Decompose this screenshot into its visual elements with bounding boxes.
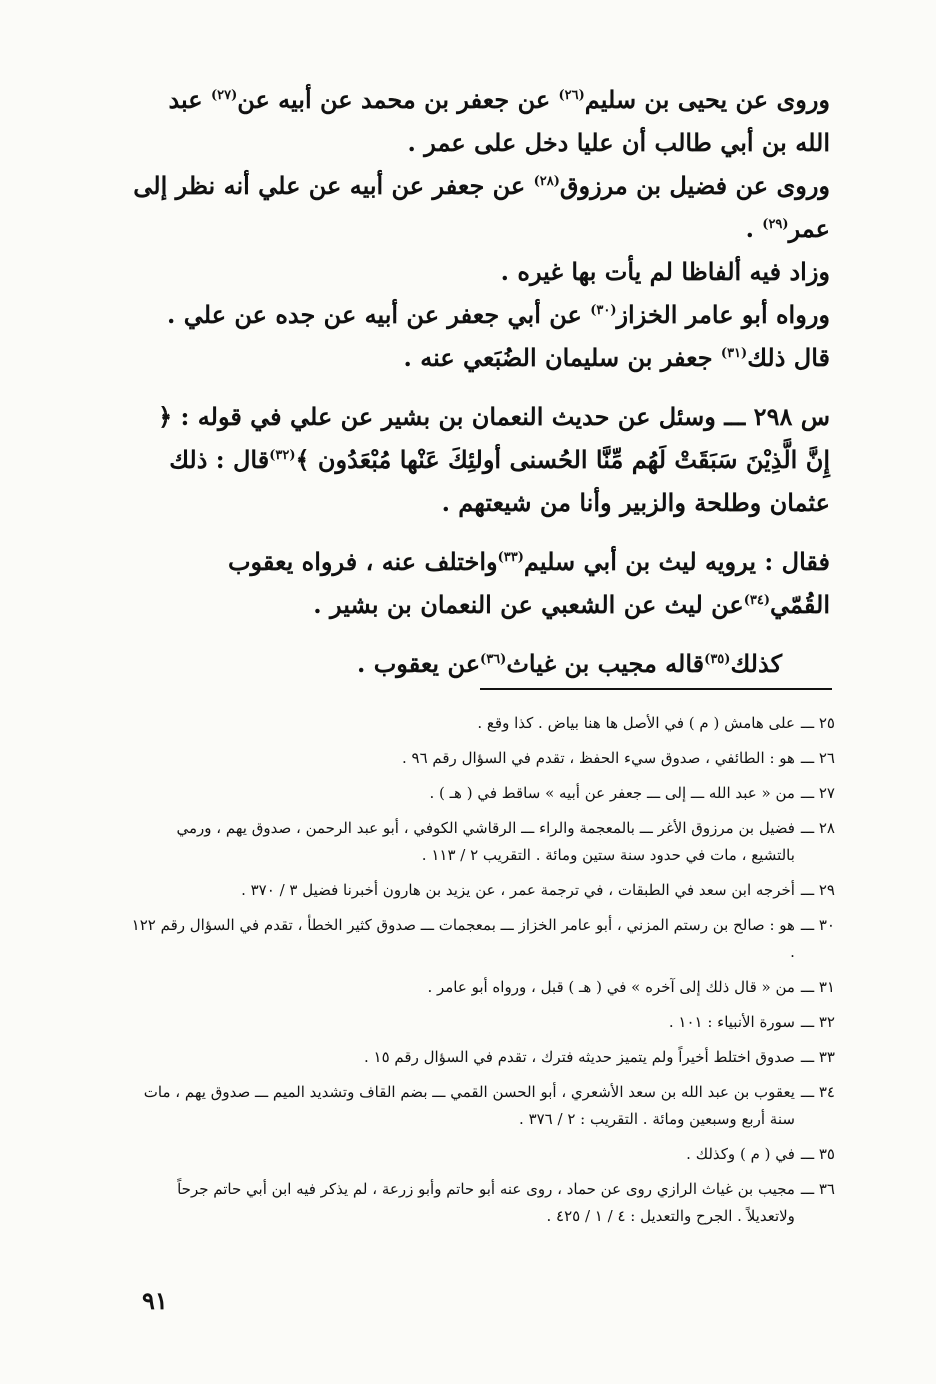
footnote-number: ٢٧ ـــ [800, 784, 835, 802]
text-span: كذلك [730, 649, 782, 678]
text-span: فقال : يرويه ليث بن أبي سليم [523, 547, 830, 576]
footnote-number: ٣١ ـــ [800, 978, 835, 996]
main-text [130, 78, 830, 685]
footnote-text: من « عبد الله ـــ إلى ـــ جعفر عن أبيه » ساقط في ( هـ ) . [429, 784, 795, 802]
footnote-text: أخرجه ابن سعد في الطبقات ، في ترجمة عمر ، عن يزيد بن هارون أخبرنا فضيل ٣ / ٣٧٠ . [241, 881, 795, 899]
footnote-32 [130, 1009, 835, 1036]
footnotes [130, 710, 835, 1238]
footnote-33 [130, 1044, 835, 1071]
text-span: عن جعفر عن أبيه عن علي أنه نظر إلى عمر [133, 171, 830, 243]
footnote-ref-27[interactable]: (٢٧) [210, 88, 238, 103]
text-span: ـــ وسئل عن حديث النعمان بن بشير عن علي في قوله : ﴿ إِنَّ الَّذِيْنَ سَبَقَتْ لَهُم مِّنَّا الحُسنى أولئِكَ عَنْها مُبْعَدُون ﴾ [158, 402, 830, 474]
text-span: وروى عن فضيل بن مرزوق [559, 171, 830, 200]
footnote-28 [130, 815, 835, 869]
footnote-number: ٣٣ ـــ [800, 1048, 835, 1066]
text-span: واختلف عنه ، فرواه يعقوب القُمّي [227, 547, 830, 619]
footnote-number: ٢٨ ـــ [800, 819, 835, 837]
footnote-number: ٢٥ ـــ [800, 714, 835, 732]
footnote-text: هو : الطائفي ، صدوق سيء الحفظ ، تقدم في السؤال رقم ٩٦ . [401, 749, 795, 767]
answer-paragraph [130, 540, 830, 626]
footnote-number: ٣٤ ـــ [800, 1083, 835, 1101]
closing-paragraph [130, 642, 830, 685]
footnote-text: يعقوب بن عبد الله بن سعد الأشعري ، أبو الحسن القمي ـــ بضم القاف وتشديد الميم ـــ صدوق يهم ، مات سنة أربع وسبعين ومائة . التقريب : ٢ / ٣٧٦ . [143, 1083, 795, 1128]
footnote-26 [130, 745, 835, 772]
text-span: عن جعفر بن محمد عن أبيه عن [237, 85, 559, 114]
footnote-text: في ( م ) وكذلك . [686, 1145, 795, 1163]
footnote-number: ٣٥ ـــ [800, 1145, 835, 1163]
footnote-ref-29[interactable]: (٢٩) [762, 217, 789, 232]
text-span: عن يعقوب . [356, 649, 481, 678]
footnote-text: فضيل بن مرزوق الأغر ـــ بالمعجمة والراء ـــ الرقاشي الكوفي ، أبو عبد الرحمن ، صدوق يهم ، ورمي بالتشيع ، مات في حدود سنة ستين ومائة . التقريب ٢ / ١١٣ . [176, 819, 795, 864]
text-span: ورواه أبو عامر الخزاز [616, 300, 830, 329]
footnote-ref-32[interactable]: (٣٢) [269, 448, 296, 463]
footnote-text: مجيب بن غياث الرازي روى عن حماد ، روى عنه أبو حاتم وأبو زرعة ، لم يذكر فيه ابن أبي حاتم جرحاً ولاتعديلاً . الجرح والتعديل : ٤ / ١ / ٤٢٥ . [177, 1180, 795, 1225]
footnote-ref-31[interactable]: (٣١) [720, 346, 748, 361]
page-number: ٩١ [142, 1286, 168, 1315]
text-span: قال : ذلك عثمان وطلحة والزبير وأنا من شيعتهم . [169, 445, 830, 517]
text-span: وروى عن يحيى بن سليم [584, 85, 830, 114]
footnote-ref-28[interactable]: (٢٨) [533, 174, 560, 189]
text-span: قاله مجيب بن غياث [506, 649, 705, 678]
paragraph-3 [130, 250, 830, 293]
footnote-25 [130, 710, 835, 737]
text-span: عن أبي جعفر عن أبيه عن جده عن علي . [167, 300, 591, 329]
text-span: عن ليث عن الشعبي عن النعمان بن بشير . [313, 590, 744, 619]
footnote-34 [130, 1079, 835, 1133]
question-label: س ٢٩٨ [753, 402, 830, 431]
footnote-27 [130, 780, 835, 807]
question-298 [130, 395, 830, 524]
footnote-29 [130, 877, 835, 904]
paragraph-2 [130, 164, 830, 250]
footnote-number: ٣٠ ـــ [800, 916, 835, 934]
footnote-30 [130, 912, 835, 966]
footnote-ref-26[interactable]: (٢٦) [558, 88, 585, 103]
footnote-text: صدوق اختلط أخيراً ولم يتميز حديثه فترك ، تقدم في السؤال رقم ١٥ . [363, 1048, 795, 1066]
footnote-text: من « قال ذلك إلى آخره » في ( هـ ) قبل ، ورواه أبو عامر . [427, 978, 795, 996]
footnote-35 [130, 1141, 835, 1168]
footnote-ref-30[interactable]: (٣٠) [590, 303, 617, 318]
paragraph-5 [130, 336, 830, 379]
footnote-separator [480, 688, 832, 690]
footnote-number: ٣٢ ـــ [800, 1013, 835, 1031]
text-span: عبد الله بن أبي طالب أن عليا دخل على عمر . [168, 85, 830, 157]
paragraph-1 [130, 78, 830, 164]
footnote-31 [130, 974, 835, 1001]
footnote-text: هو : صالح بن رستم المزني ، أبو عامر الخزاز ـــ بمعجمات ـــ صدوق كثير الخطأ ، تقدم في السؤال رقم ١٢٢ . [131, 916, 795, 961]
footnote-36 [130, 1176, 835, 1230]
footnote-ref-35[interactable]: (٣٥) [704, 652, 731, 667]
footnote-ref-36[interactable]: (٣٦) [480, 652, 507, 667]
text-span: . [745, 214, 763, 243]
footnote-text: على هامش ( م ) في الأصل ها هنا بياض . كذا وقع . [477, 714, 795, 732]
text-span: قال ذلك [747, 343, 830, 372]
paragraph-4 [130, 293, 830, 336]
footnote-number: ٢٦ ـــ [800, 749, 835, 767]
footnote-ref-33[interactable]: (٣٣) [497, 550, 524, 565]
footnote-number: ٣٦ ـــ [800, 1180, 835, 1198]
footnote-ref-34[interactable]: (٣٤) [743, 593, 770, 608]
footnote-number: ٢٩ ـــ [800, 881, 835, 899]
text-span: وزاد فيه ألفاظا لم يأت بها غيره . [500, 257, 830, 286]
footnote-text: سورة الأنبياء : ١٠١ . [668, 1013, 795, 1031]
text-span: جعفر بن سليمان الضُبَعي عنه . [403, 343, 721, 372]
